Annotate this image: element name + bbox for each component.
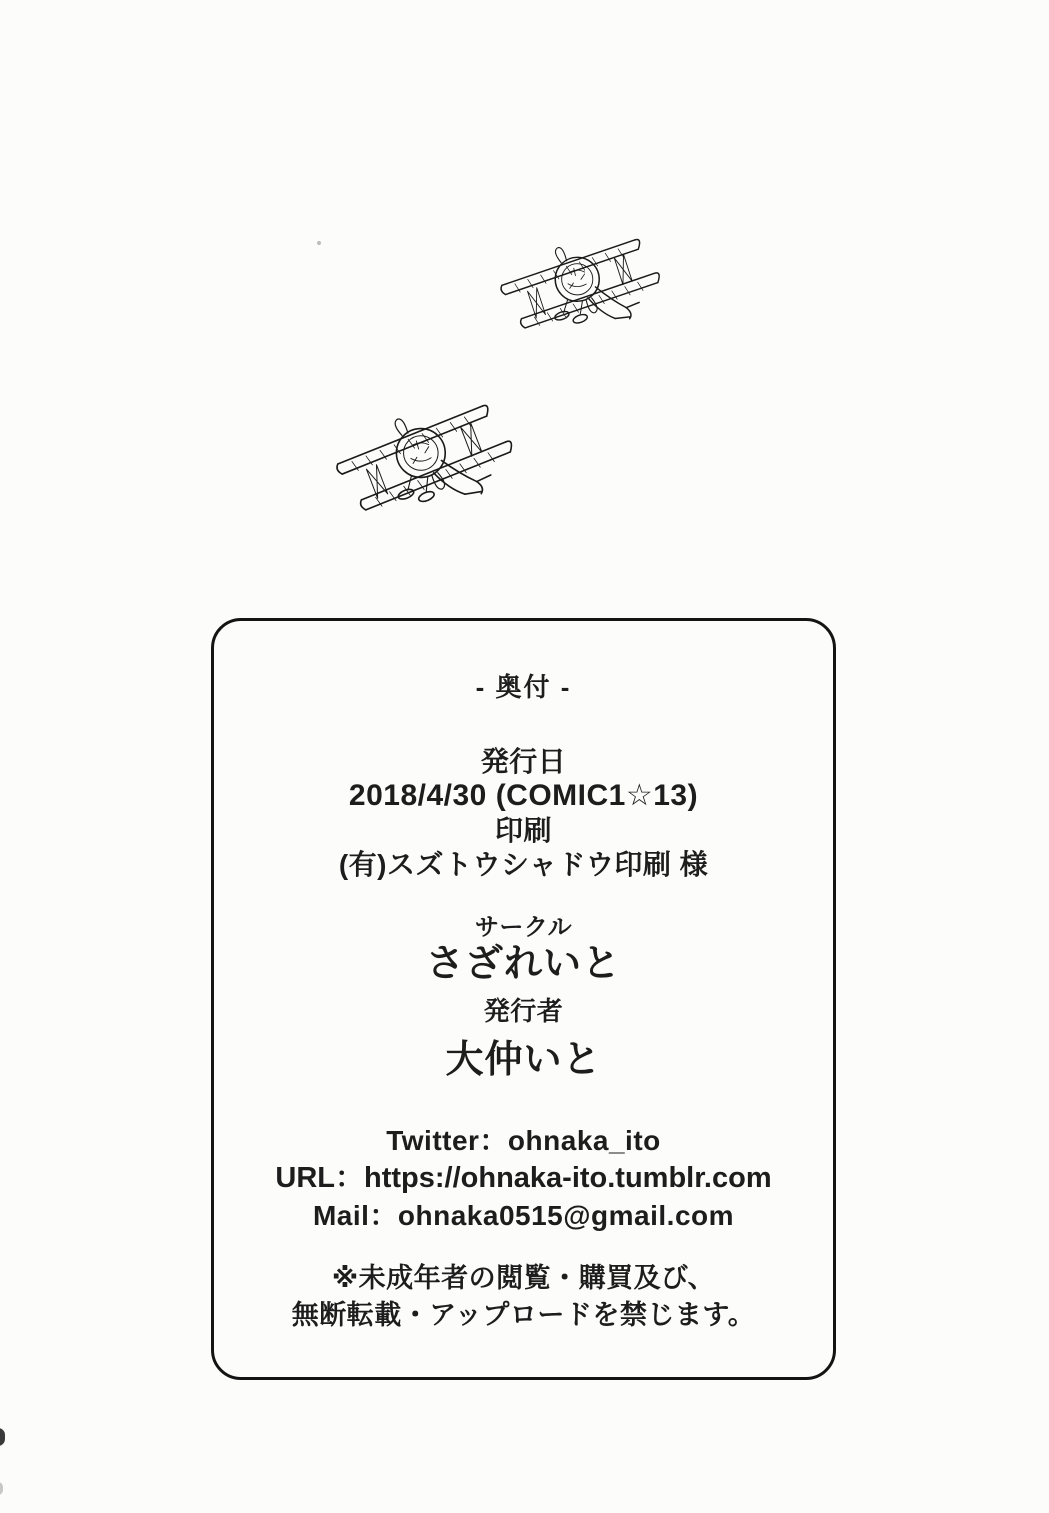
email-address: Mail：ohnaka0515@gmail.com — [312, 1200, 735, 1231]
circle-name: さざれいと — [425, 943, 621, 985]
publication-date: 2018/4/30 (COMIC1☆13) — [348, 779, 699, 812]
colophon-box — [211, 618, 836, 1380]
age-restriction-notice-line1: ※未成年者の閲覧・購買及び、 — [331, 1263, 716, 1293]
website-url: URL：https://ohnaka-ito.tumblr.com — [275, 1162, 772, 1194]
colophon-title: - 奥付 - — [475, 672, 572, 702]
biplane-sketch-icon — [328, 393, 518, 521]
twitter-handle: Twitter：ohnaka_ito — [386, 1125, 661, 1156]
circle-heading: サークル — [474, 914, 573, 941]
scan-speck — [317, 241, 321, 245]
age-restriction-notice-line2: 無断転載・アップロードを禁じます。 — [291, 1300, 756, 1330]
printer-name: (有)スズトウシャドウ印刷 様 — [338, 849, 709, 880]
publisher-name: 大仲いと — [445, 1039, 602, 1081]
publisher-heading: 発行者 — [483, 996, 564, 1026]
printing-heading: 印刷 — [494, 815, 552, 846]
page-edge-mark — [0, 1482, 3, 1495]
publication-date-heading: 発行日 — [480, 746, 567, 777]
page-edge-mark — [0, 1428, 5, 1446]
biplane-sketch-icon — [494, 227, 664, 340]
